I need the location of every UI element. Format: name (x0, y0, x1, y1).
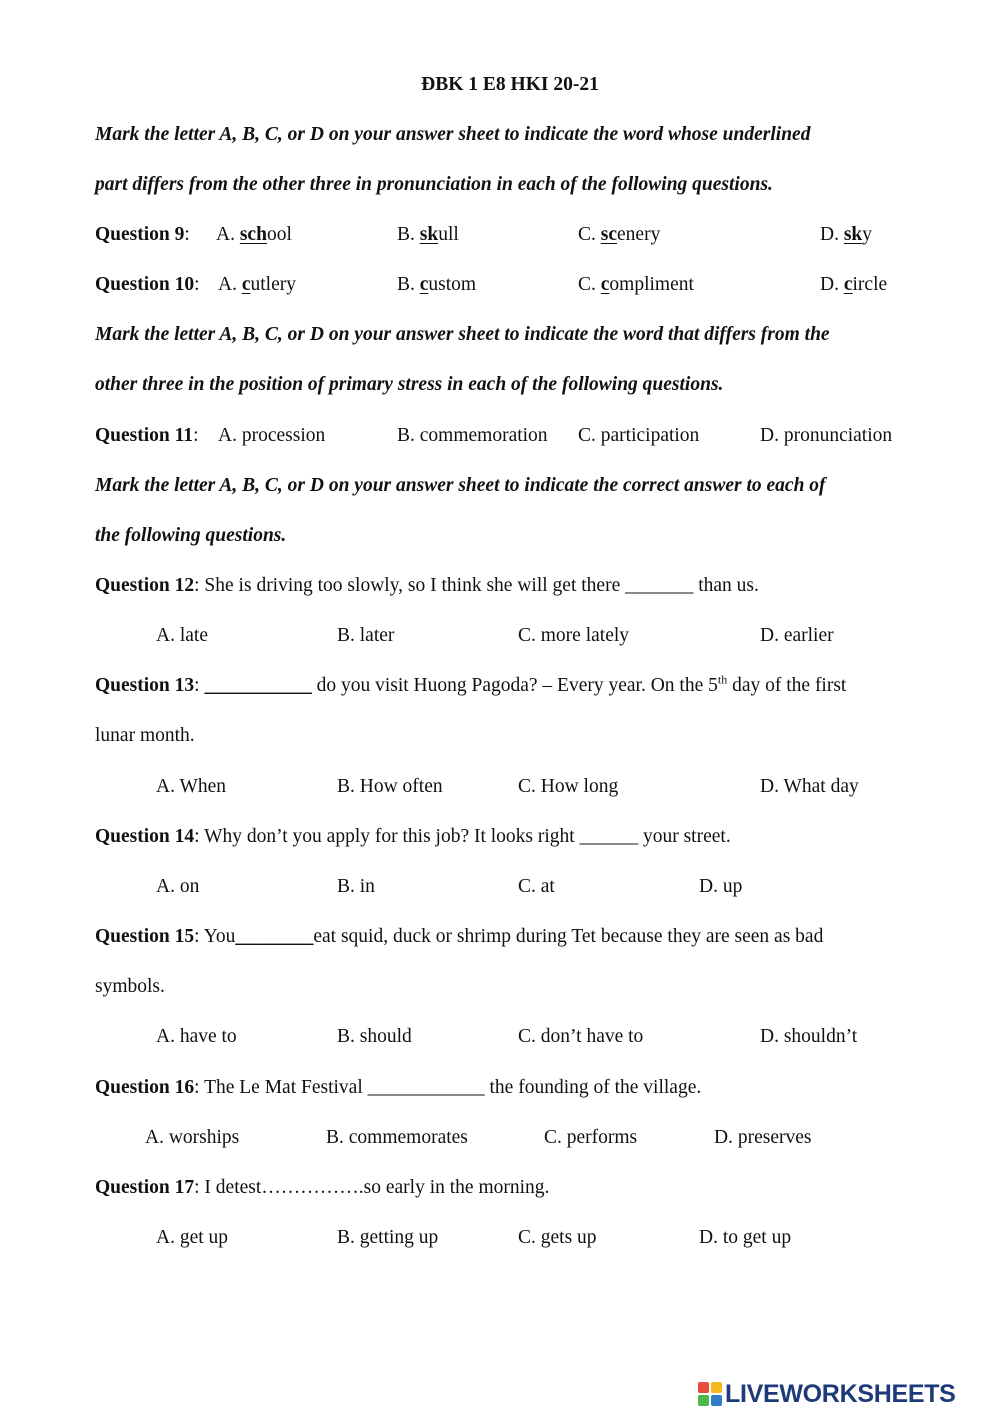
q14-option-c[interactable]: C. at (518, 876, 555, 897)
question-text: : The Le Mat Festival ____________ the founding of the village. (194, 1077, 702, 1098)
question-label: Question 9 (95, 224, 185, 245)
q9-option-b[interactable]: B. skull (397, 224, 459, 245)
q9-option-d[interactable]: D. sky (820, 224, 873, 245)
q13-option-a[interactable]: A. When (156, 776, 227, 797)
question-label: Question 17 (95, 1177, 195, 1198)
instruction-pronunciation-line2: part differs from the other three in pronunciation in each of the following questions. (95, 174, 773, 195)
q10-option-b[interactable]: B. custom (397, 274, 477, 295)
question-label: Question 13 (95, 675, 195, 696)
instruction-correct-line1: Mark the letter A, B, C, or D on your answer sheet to indicate the correct answer to each of (95, 475, 826, 496)
q9-option-c[interactable]: C. scenery (578, 224, 661, 245)
q17-option-a[interactable]: A. get up (156, 1227, 229, 1248)
instruction-stress-line1: Mark the letter A, B, C, or D on your answer sheet to indicate the word that differs from the (95, 324, 830, 345)
answer-blank: ________ (235, 926, 314, 947)
q12-option-a[interactable]: A. late (156, 625, 208, 646)
liveworksheets-logo-icon (697, 1381, 723, 1407)
question-text: : Why don’t you apply for this job? It looks right ______ your street. (194, 826, 731, 847)
question-14 (95, 825, 731, 849)
liveworksheets-brand[interactable] (697, 1378, 997, 1410)
q12-option-b[interactable]: B. later (337, 625, 395, 646)
q11-option-b[interactable]: B. commemoration (397, 425, 548, 446)
question-colon: : (194, 274, 200, 295)
q14-option-b[interactable]: B. in (337, 876, 375, 897)
question-10 (95, 273, 200, 297)
question-12 (95, 574, 759, 598)
q14-option-a[interactable]: A. on (156, 876, 200, 897)
q14-option-d[interactable]: D. up (699, 876, 743, 897)
q17-option-b[interactable]: B. getting up (337, 1227, 439, 1248)
q16-option-c[interactable]: C. performs (544, 1127, 638, 1148)
question-label: Question 11 (95, 425, 194, 446)
question-13: Question 13: ___________ do you visit Huong Pagoda? – Every year. On the 5th day of the first (95, 672, 847, 696)
q11-option-c[interactable]: C. participation (578, 425, 700, 446)
question-text: : She is driving too slowly, so I think she will get there _______ than us. (194, 575, 759, 596)
q17-option-d[interactable]: D. to get up (699, 1227, 792, 1248)
question-17 (95, 1176, 549, 1200)
instruction-pronunciation-line1: Mark the letter A, B, C, or D on your answer sheet to indicate the word whose underlined (95, 124, 811, 145)
question-15: Question 15: You________eat squid, duck or shrimp during Tet because they are seen as bad (95, 926, 824, 947)
q10-option-a[interactable]: A. cutlery (218, 274, 296, 295)
question-colon: : (184, 224, 190, 245)
page-title: ĐBK 1 E8 HKI 20-21 (421, 74, 599, 95)
q16-option-a[interactable]: A. worships (145, 1127, 240, 1148)
question-label: Question 15 (95, 926, 195, 947)
q15-option-a[interactable]: A. have to (156, 1026, 237, 1047)
q16-option-b[interactable]: B. commemorates (326, 1127, 468, 1148)
answer-blank: ___________ (204, 675, 312, 696)
question-13-line2: lunar month. (95, 725, 195, 746)
question-label: Question 16 (95, 1077, 195, 1098)
question-9 (95, 223, 190, 247)
q15-option-c[interactable]: C. don’t have to (518, 1026, 644, 1047)
q16-option-d[interactable]: D. preserves (714, 1127, 812, 1148)
question-text: : I detest…………….so early in the morning. (194, 1177, 550, 1198)
instruction-correct-line2: the following questions. (95, 525, 287, 546)
question-colon: : (193, 425, 199, 446)
q13-option-d[interactable]: D. What day (760, 776, 859, 797)
question-15-line2: symbols. (95, 976, 165, 997)
q13-option-c[interactable]: C. How long (518, 776, 619, 797)
q12-option-c[interactable]: C. more lately (518, 625, 630, 646)
q12-option-d[interactable]: D. earlier (760, 625, 834, 646)
q11-option-d[interactable]: D. pronunciation (760, 425, 893, 446)
question-16 (95, 1076, 701, 1100)
q15-option-d[interactable]: D. shouldn’t (760, 1026, 858, 1047)
q10-option-d[interactable]: D. circle (820, 274, 888, 295)
brand-text: LIVEWORKSHEETS (725, 1379, 956, 1408)
question-label: Question 10 (95, 274, 195, 295)
instruction-stress-line2: other three in the position of primary stress in each of the following questions. (95, 374, 724, 395)
q10-option-c[interactable]: C. compliment (578, 274, 694, 295)
q13-option-b[interactable]: B. How often (337, 776, 443, 797)
question-label: Question 12 (95, 575, 195, 596)
q11-option-a[interactable]: A. procession (218, 425, 326, 446)
question-11 (95, 424, 198, 448)
question-label: Question 14 (95, 826, 195, 847)
q15-option-b[interactable]: B. should (337, 1026, 412, 1047)
q17-option-c[interactable]: C. gets up (518, 1227, 597, 1248)
q9-option-a[interactable]: A. school (216, 224, 292, 245)
